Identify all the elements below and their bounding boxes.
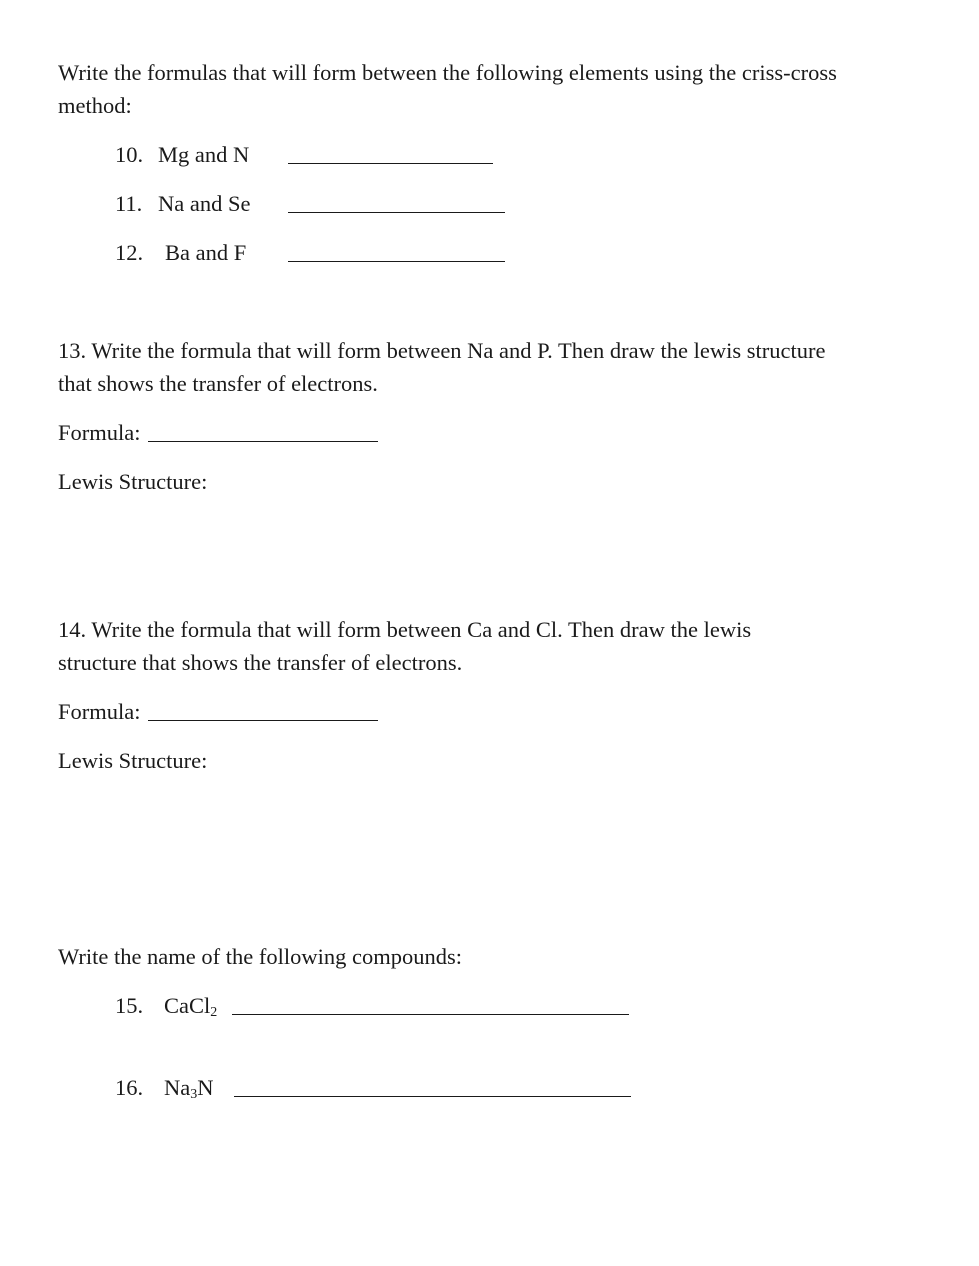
question-16-formula-base: Na: [164, 1075, 191, 1100]
question-15-formula-subscript: 2: [210, 1005, 218, 1020]
question-10-text: Mg and N: [158, 142, 250, 167]
question-13-text-cont: that shows the transfer of electrons.: [58, 371, 378, 396]
question-15-number: 15.: [115, 993, 144, 1018]
question-12-text: Ba and F: [165, 240, 247, 265]
question-14-text-cont: structure that shows the transfer of electrons.: [58, 650, 463, 675]
question-10-answer-blank[interactable]: [288, 163, 493, 164]
instructions-criss-cross-cont: method:: [58, 93, 132, 118]
question-16-formula-subscript: 3: [190, 1087, 198, 1102]
question-10-number: 10.: [115, 142, 144, 167]
question-14-formula-label: Formula:: [58, 699, 141, 724]
question-14-formula-blank[interactable]: [148, 720, 378, 721]
question-13-text: 13. Write the formula that will form between Na and P. Then draw the lewis structure: [58, 338, 826, 363]
question-15-answer-blank[interactable]: [232, 1014, 629, 1015]
question-15-formula: [164, 995, 217, 1018]
question-13-lewis-label: Lewis Structure:: [58, 469, 208, 494]
question-16-answer-blank[interactable]: [234, 1096, 631, 1097]
question-14-text: 14. Write the formula that will form between Ca and Cl. Then draw the lewis: [58, 617, 752, 642]
question-13-formula-label: Formula:: [58, 420, 141, 445]
instructions-name-compounds: Write the name of the following compounds:: [58, 944, 463, 969]
question-11-number: 11.: [115, 191, 143, 216]
question-16-formula: [164, 1077, 214, 1100]
question-11-text: Na and Se: [158, 191, 251, 216]
instructions-criss-cross: Write the formulas that will form between the following elements using the criss-cross: [58, 60, 837, 85]
question-16-formula-tail: N: [197, 1075, 214, 1100]
question-13-formula-blank[interactable]: [148, 441, 378, 442]
question-12-answer-blank[interactable]: [288, 261, 505, 262]
question-16-number: 16.: [115, 1075, 144, 1100]
question-12-number: 12.: [115, 240, 144, 265]
question-14-lewis-label: Lewis Structure:: [58, 748, 208, 773]
question-15-formula-base: CaCl: [164, 993, 211, 1018]
question-11-answer-blank[interactable]: [288, 212, 505, 213]
